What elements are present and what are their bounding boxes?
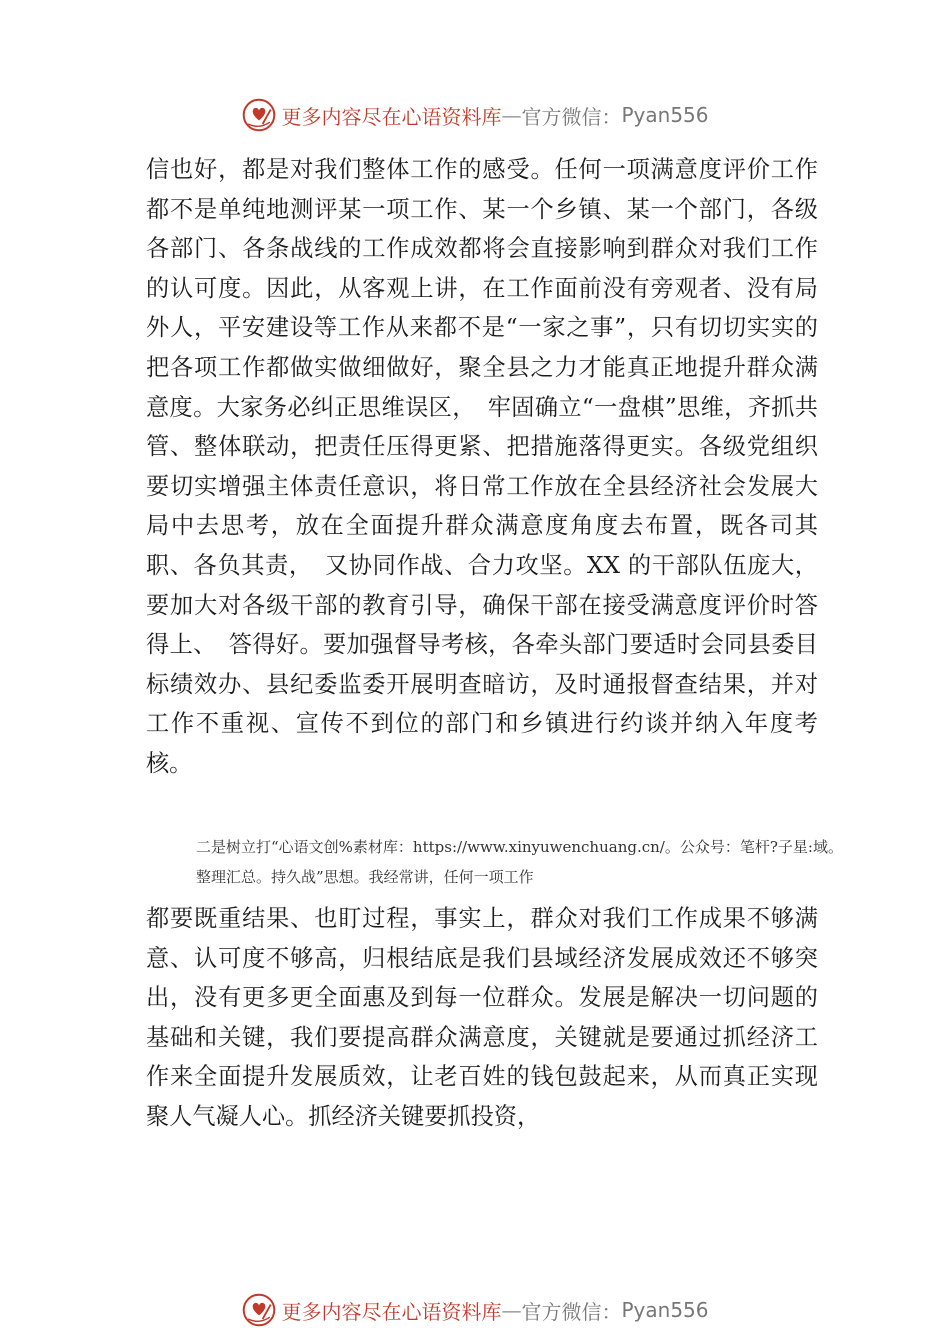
heart-pen-logo-icon — [241, 97, 277, 133]
banner-separator: — — [501, 1298, 522, 1322]
banner-title: 更多内容尽在心语资料库 — [281, 104, 502, 129]
body-paragraph-2: 都要既重结果、也盯过程，事实上，群众对我们工作成果不够满意、认可度不够高，归根结底是我们县域经济发展成效还不够突出，没有更多更全面惠及到每一位群众。发展是解决一切问题的基础和关键，我们要提高群众满意度，关键就是要通过抓经济工作来全面提升发展质效，让老百姓的钱包鼓起来，从而真正实现聚人气凝人心。抓经济关键要抓投资， — [146, 905, 818, 1130]
body-paragraph-1: 信也好，都是对我们整体工作的感受。任何一项满意度评价工作都不是单纯地测评某一项工作、某一个乡镇、某一个部门，各级各部门、各条战线的工作成效都将会直接影响到群众对我们工作的认可度。因此，从客观上讲，在工作面前没有旁观者、没有局外人，平安建设等工作从来都不是“一家之事”，只有切切实实的把各项工作都做实做细做好，聚全县之力才能真正地提升群众满意度。大家务必纠正思维误区， 牢固确立“一盘棋”思维，齐抓共管、整体联动，把责任压得更紧、把措施落得更实。各级党组织要切实增强主体责任意识，将日常工作放在全县经济社会发展大局中去思考，放在全面提升群众满意度角度去布置，既各司其职、各负其责， 又协同作战、合力攻坚。XX 的干部队伍庞大，要加大对各级干部的教育引导，确保干部在接受满意度评价时答得上、 答得好。要加强督导考核，各牵头部门要适时会同县委目标绩效办、县纪委监委开展明查暗访，及时通报督查结果，并对工作不重视、宣传不到位的部门和乡镇进行约谈并纳入年度考核。 — [146, 156, 818, 777]
source-note: 二是树立打“心语文创%素材库：https://www.xinyuwenchuang.cn/。公众号：笔杆?子星:域。整理汇总。持久战”思想。我经常讲，任何一项工作 — [196, 838, 843, 886]
header-banner — [0, 95, 950, 135]
banner-account: Pyan556 — [621, 1298, 709, 1322]
banner-separator: — — [501, 103, 522, 127]
heart-pen-logo-icon — [241, 1292, 277, 1328]
banner-wechat-label: 官方微信： — [521, 1299, 622, 1324]
footer-banner — [0, 1290, 950, 1330]
banner-title: 更多内容尽在心语资料库 — [281, 1299, 502, 1324]
banner-account: Pyan556 — [621, 103, 709, 127]
banner-wechat-label: 官方微信： — [521, 104, 622, 129]
